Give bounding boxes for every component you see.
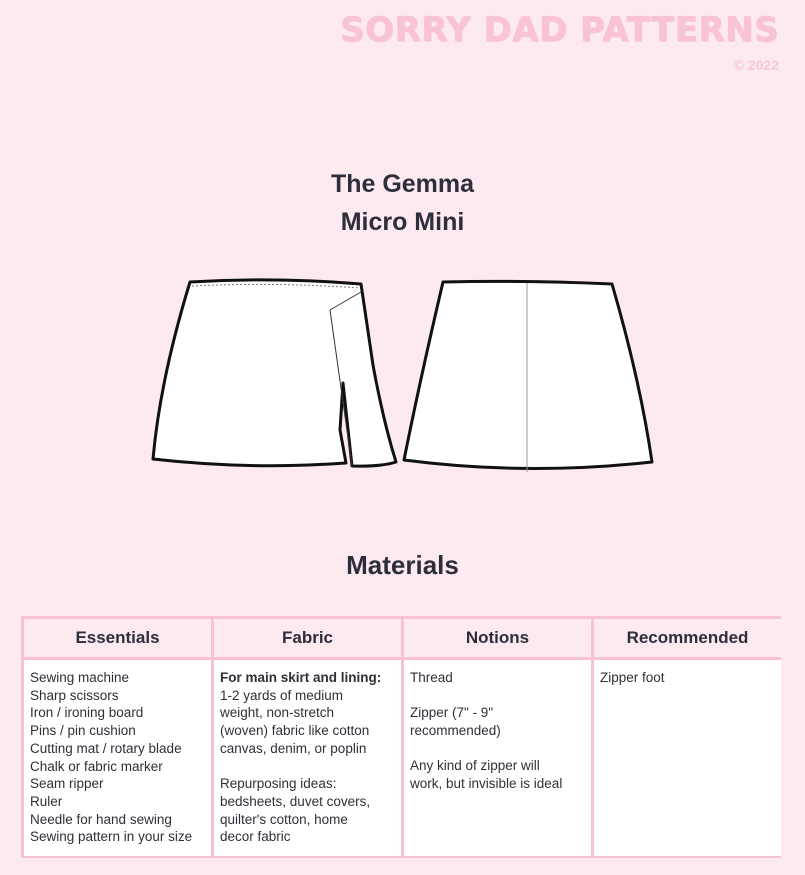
title-line-1: The Gemma (330, 170, 475, 198)
notions-note-line: work, but invisible is ideal (410, 776, 563, 792)
brand-logo: SORRY DAD PATTERNS (340, 10, 779, 50)
list-item: Seam ripper (30, 776, 104, 792)
column-header-notions: Notions (404, 619, 591, 657)
notions-zipper-line: recommended) (410, 723, 501, 739)
skirt-illustration (0, 270, 805, 485)
fabric-subheading: For main skirt and lining: (220, 670, 382, 685)
column-header-essentials: Essentials (24, 619, 211, 657)
fabric-text-line: 1-2 yards of medium (220, 687, 344, 703)
list-item: Chalk or fabric marker (30, 758, 163, 774)
list-item: Needle for hand sewing (30, 811, 172, 827)
skirt-front-sketch (153, 280, 396, 466)
fabric-ideas-line: bedsheets, duvet covers, (220, 793, 371, 809)
fabric-cell (214, 660, 401, 856)
column-header-fabric: Fabric (214, 619, 401, 657)
list-item: Cutting mat / rotary blade (30, 740, 182, 756)
list-item: Iron / ironing board (30, 705, 144, 721)
list-item: Zipper foot (600, 670, 665, 685)
spacer (410, 687, 585, 705)
list-item: Sewing pattern in your size (30, 829, 193, 845)
spacer (410, 740, 585, 758)
fabric-text-line: weight, non-stretch (220, 705, 335, 721)
materials-table (21, 616, 781, 858)
notions-cell (404, 660, 591, 856)
spacer (220, 758, 395, 776)
essentials-cell (24, 660, 211, 856)
notions-note-line: Any kind of zipper will (410, 758, 540, 774)
column-header-recommended: Recommended (594, 619, 781, 657)
list-item: Sewing machine (30, 670, 130, 685)
notions-thread: Thread (410, 670, 453, 685)
title-line-2: Micro Mini (340, 208, 465, 236)
fabric-ideas-line: quilter's cotton, home (220, 811, 348, 827)
fabric-text-line: canvas, denim, or poplin (220, 740, 367, 756)
fabric-ideas-line: decor fabric (220, 829, 291, 845)
recommended-cell (594, 660, 781, 856)
fabric-text-line: (woven) fabric like cotton (220, 723, 370, 739)
page-title (0, 165, 805, 241)
materials-heading: Materials (346, 550, 459, 580)
list-item: Pins / pin cushion (30, 723, 136, 739)
list-item: Ruler (30, 793, 63, 809)
list-item: Sharp scissors (30, 687, 119, 703)
fabric-ideas-line: Repurposing ideas: (220, 776, 337, 792)
skirt-back-sketch (404, 281, 652, 472)
notions-zipper-line: Zipper (7" - 9" (410, 705, 494, 721)
copyright: © 2022 (733, 57, 779, 73)
